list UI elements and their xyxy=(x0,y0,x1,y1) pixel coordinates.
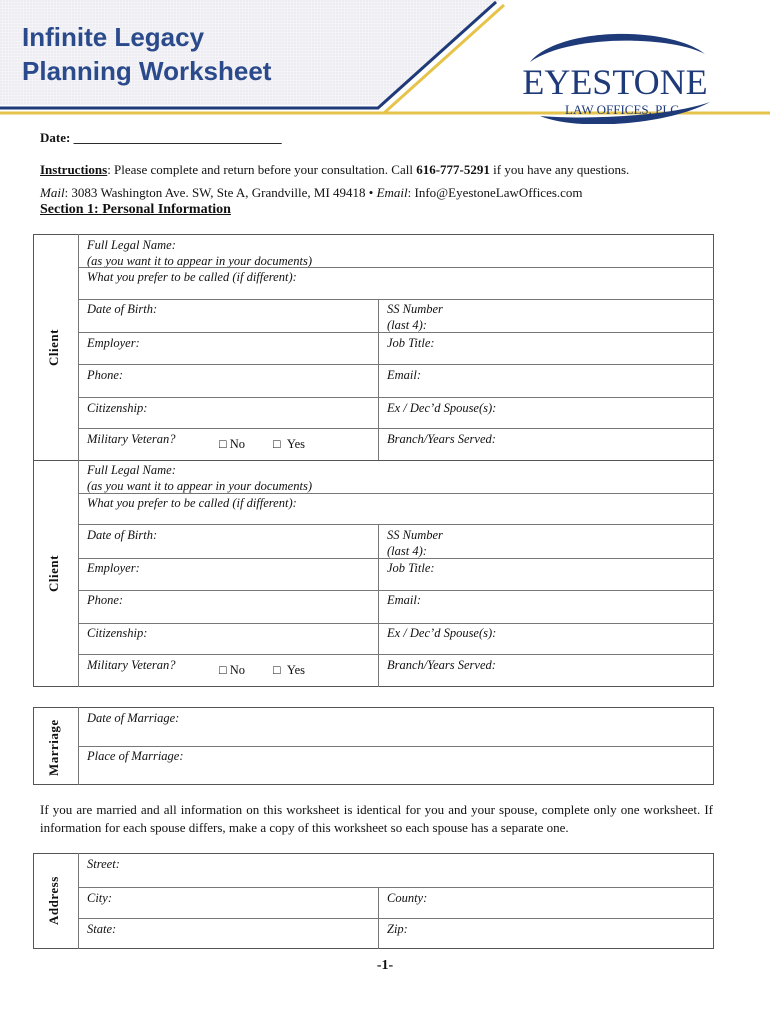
city-field[interactable]: City: xyxy=(87,891,112,905)
email-field-1[interactable]: Email: xyxy=(387,368,422,382)
address-side-label: Address xyxy=(46,876,61,925)
phone-field-2[interactable]: Phone: xyxy=(87,593,124,607)
preferred-name-field-1[interactable]: What you prefer to be called (if different): xyxy=(87,270,297,284)
marriage-side-label: Marriage xyxy=(46,719,61,776)
preferred-name-field-2[interactable]: What you prefer to be called (if different): xyxy=(87,496,297,510)
zip-field[interactable]: Zip: xyxy=(387,922,408,936)
dob-field-1[interactable]: Date of Birth: xyxy=(87,302,158,316)
address-box xyxy=(33,853,714,949)
worksheet-title: Infinite Legacy Planning Worksheet xyxy=(22,22,272,86)
page-number: -1- xyxy=(376,958,394,973)
veteran-label-2: Military Veteran? xyxy=(87,658,176,672)
citizenship-field-2[interactable]: Citizenship: xyxy=(87,626,148,640)
logo-main-text: EYESTONE xyxy=(522,62,708,102)
veteran-no-checkbox-2[interactable]: □ No xyxy=(219,663,245,677)
instructions-line: Instructions: Please complete and return before your consultation. Call 616-777-5291 if you have any questions. xyxy=(40,162,630,177)
mail-line: Mail: 3083 Washington Ave. SW, Ste A, Grandville, MI 49418 • Email: Info@EyestoneLawOffices.com xyxy=(40,185,583,200)
employer-field-2[interactable]: Employer: xyxy=(87,561,140,575)
veteran-label-1: Military Veteran? xyxy=(87,432,176,446)
phone-field-1[interactable]: Phone: xyxy=(87,368,124,382)
full-name-field-2[interactable]: Full Legal Name: (as you want it to appear in your documents) xyxy=(87,463,312,493)
ex-spouse-field-2[interactable]: Ex / Dec’d Spouse(s): xyxy=(387,626,497,640)
eyestone-logo xyxy=(510,24,720,124)
section1-title: Section 1: Personal Information xyxy=(40,202,231,217)
spouse-note: If you are married and all information on this worksheet is identical for you and your spouse, complete only one worksheet. If information for each spouse differs, make a copy of this worksheet so each spouse has a separate one. xyxy=(40,802,713,835)
veteran-yes-checkbox-1[interactable]: □ Yes xyxy=(273,437,306,451)
ex-spouse-field-1[interactable]: Ex / Dec’d Spouse(s): xyxy=(387,401,497,415)
ss-field-2[interactable]: SS Number (last 4): xyxy=(387,528,443,558)
job-title-field-1[interactable]: Job Title: xyxy=(387,336,435,350)
county-field[interactable]: County: xyxy=(387,891,428,905)
email-field-2[interactable]: Email: xyxy=(387,593,422,607)
veteran-yes-checkbox-2[interactable]: □ Yes xyxy=(273,663,306,677)
veteran-no-checkbox-1[interactable]: □ No xyxy=(219,437,245,451)
state-field[interactable]: State: xyxy=(87,922,117,936)
logo-sub-text: LAW OFFICES, PLC xyxy=(565,102,679,117)
employer-field-1[interactable]: Employer: xyxy=(87,336,140,350)
citizenship-field-1[interactable]: Citizenship: xyxy=(87,401,148,415)
date-line[interactable]: Date: ________________________________ xyxy=(40,130,282,145)
branch-field-2[interactable]: Branch/Years Served: xyxy=(387,658,496,672)
ss-field-1[interactable]: SS Number (last 4): xyxy=(387,302,443,332)
street-field[interactable]: Street: xyxy=(87,857,120,871)
client-side-label-1: Client xyxy=(46,329,61,366)
job-title-field-2[interactable]: Job Title: xyxy=(387,561,435,575)
branch-field-1[interactable]: Branch/Years Served: xyxy=(387,432,496,446)
marriage-place-field[interactable]: Place of Marriage: xyxy=(87,749,184,763)
full-name-field-1[interactable]: Full Legal Name: (as you want it to appear in your documents) xyxy=(87,238,312,268)
client-side-label-2: Client xyxy=(46,555,61,592)
dob-field-2[interactable]: Date of Birth: xyxy=(87,528,158,542)
marriage-date-field[interactable]: Date of Marriage: xyxy=(87,711,180,725)
